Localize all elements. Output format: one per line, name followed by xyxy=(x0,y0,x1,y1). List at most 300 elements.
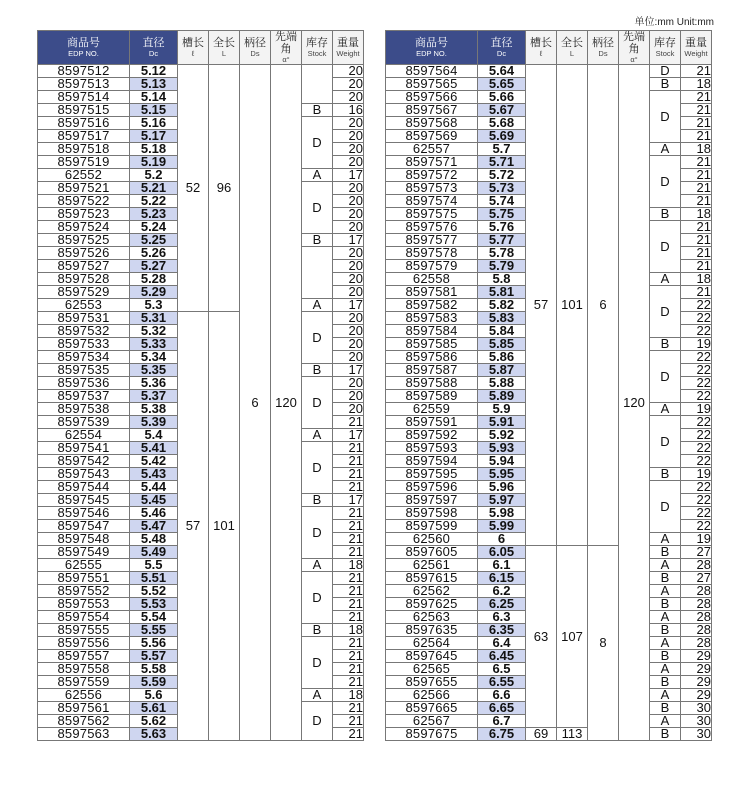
stock-code: A xyxy=(302,299,333,312)
diameter-value: 6 xyxy=(478,533,526,546)
column-header-zh: 柄径 xyxy=(244,37,266,49)
edp-number: 8597593 xyxy=(386,442,478,455)
edp-number: 8597518 xyxy=(38,143,130,156)
edp-number: 8597588 xyxy=(386,377,478,390)
weight-value: 18 xyxy=(333,689,364,702)
diameter-value: 5.15 xyxy=(130,104,178,117)
edp-number: 8597568 xyxy=(386,117,478,130)
diameter-value: 5.4 xyxy=(130,429,178,442)
diameter-value: 6.2 xyxy=(478,585,526,598)
edp-number: 8597574 xyxy=(386,195,478,208)
edp-number: 62563 xyxy=(386,611,478,624)
diameter-value: 5.33 xyxy=(130,338,178,351)
column-header xyxy=(588,31,619,65)
stock-code: D xyxy=(650,351,681,403)
diameter-value: 5.48 xyxy=(130,533,178,546)
weight-value: 22 xyxy=(681,299,712,312)
weight-value: 30 xyxy=(681,715,712,728)
diameter-value: 5.41 xyxy=(130,442,178,455)
weight-value: 21 xyxy=(333,702,364,715)
diameter-value: 5.58 xyxy=(130,663,178,676)
diameter-value: 5.95 xyxy=(478,468,526,481)
edp-number: 8597645 xyxy=(386,650,478,663)
edp-number: 62567 xyxy=(386,715,478,728)
edp-number: 62561 xyxy=(386,559,478,572)
stock-code: D xyxy=(302,182,333,234)
weight-value: 20 xyxy=(333,65,364,78)
weight-value: 21 xyxy=(333,650,364,663)
weight-value: 22 xyxy=(681,351,712,364)
edp-number: 8597575 xyxy=(386,208,478,221)
stock-code: A xyxy=(302,689,333,702)
edp-number: 8597583 xyxy=(386,312,478,325)
weight-value: 20 xyxy=(333,403,364,416)
column-header-en: EDP NO. xyxy=(68,49,99,58)
diameter-value: 5.17 xyxy=(130,130,178,143)
edp-number: 8597605 xyxy=(386,546,478,559)
stock-code: B xyxy=(302,624,333,637)
column-header-en: L xyxy=(569,49,575,58)
diameter-value: 5.73 xyxy=(478,182,526,195)
diameter-value: 5.92 xyxy=(478,429,526,442)
weight-value: 17 xyxy=(333,429,364,442)
weight-value: 19 xyxy=(681,468,712,481)
stock-code: B xyxy=(650,702,681,715)
edp-number: 8597515 xyxy=(38,104,130,117)
diameter-value: 5.94 xyxy=(478,455,526,468)
weight-value: 21 xyxy=(333,611,364,624)
stock-code: A xyxy=(650,715,681,728)
weight-value: 21 xyxy=(333,598,364,611)
edp-number: 8597513 xyxy=(38,78,130,91)
diameter-value: 5.91 xyxy=(478,416,526,429)
stock-code: D xyxy=(302,442,333,494)
weight-value: 22 xyxy=(681,390,712,403)
weight-value: 21 xyxy=(333,546,364,559)
edp-number: 62565 xyxy=(386,663,478,676)
weight-value: 20 xyxy=(333,273,364,286)
weight-value: 21 xyxy=(333,715,364,728)
diameter-value: 6.6 xyxy=(478,689,526,702)
weight-value: 20 xyxy=(333,286,364,299)
stock-code: B xyxy=(650,624,681,637)
weight-value: 22 xyxy=(681,416,712,429)
edp-number: 8597545 xyxy=(38,494,130,507)
diameter-value: 5.19 xyxy=(130,156,178,169)
stock-code: A xyxy=(650,585,681,598)
edp-number: 8597537 xyxy=(38,390,130,403)
edp-number: 8597598 xyxy=(386,507,478,520)
edp-number: 8597596 xyxy=(386,481,478,494)
column-header-zh: 库存 xyxy=(306,37,328,49)
diameter-value: 5.84 xyxy=(478,325,526,338)
diameter-value: 5.7 xyxy=(478,143,526,156)
weight-value: 21 xyxy=(681,117,712,130)
overall-length: 96 xyxy=(209,65,240,312)
diameter-value: 5.25 xyxy=(130,234,178,247)
edp-number: 8597655 xyxy=(386,676,478,689)
diameter-value: 5.3 xyxy=(130,299,178,312)
stock-code: A xyxy=(650,143,681,156)
diameter-value: 6.25 xyxy=(478,598,526,611)
column-header xyxy=(681,31,712,65)
overall-length: 101 xyxy=(209,312,240,741)
weight-value: 21 xyxy=(681,130,712,143)
diameter-value: 6.1 xyxy=(478,559,526,572)
diameter-value: 5.37 xyxy=(130,390,178,403)
shank-diameter: 6 xyxy=(588,65,619,546)
weight-value: 28 xyxy=(681,624,712,637)
edp-number: 8597538 xyxy=(38,403,130,416)
weight-value: 20 xyxy=(333,338,364,351)
weight-value: 21 xyxy=(333,637,364,650)
diameter-value: 5.39 xyxy=(130,416,178,429)
shank-diameter: 6 xyxy=(240,65,271,741)
weight-value: 21 xyxy=(681,182,712,195)
diameter-value: 5.79 xyxy=(478,260,526,273)
diameter-value: 6.65 xyxy=(478,702,526,715)
weight-value: 21 xyxy=(333,663,364,676)
table-row xyxy=(386,728,712,741)
edp-number: 8597543 xyxy=(38,468,130,481)
diameter-value: 5.98 xyxy=(478,507,526,520)
edp-number: 8597586 xyxy=(386,351,478,364)
weight-value: 22 xyxy=(681,325,712,338)
stock-code: D xyxy=(650,481,681,533)
diameter-value: 5.64 xyxy=(478,65,526,78)
weight-value: 21 xyxy=(333,520,364,533)
weight-value: 21 xyxy=(681,247,712,260)
edp-number: 8597635 xyxy=(386,624,478,637)
edp-number: 8597551 xyxy=(38,572,130,585)
column-header xyxy=(619,31,650,65)
stock-code: A xyxy=(650,273,681,286)
diameter-value: 5.55 xyxy=(130,624,178,637)
edp-number: 62555 xyxy=(38,559,130,572)
diameter-value: 5.66 xyxy=(478,91,526,104)
edp-number: 8597565 xyxy=(386,78,478,91)
edp-number: 62556 xyxy=(38,689,130,702)
column-header-zh: 直径 xyxy=(142,37,165,49)
weight-value: 22 xyxy=(681,312,712,325)
diameter-value: 5.35 xyxy=(130,364,178,377)
edp-number: 8597572 xyxy=(386,169,478,182)
edp-number: 8597535 xyxy=(38,364,130,377)
edp-number: 8597585 xyxy=(386,338,478,351)
diameter-value: 6.55 xyxy=(478,676,526,689)
diameter-value: 5.31 xyxy=(130,312,178,325)
weight-value: 29 xyxy=(681,676,712,689)
diameter-value: 5.62 xyxy=(130,715,178,728)
weight-value: 19 xyxy=(681,533,712,546)
diameter-value: 5.75 xyxy=(478,208,526,221)
edp-number: 8597566 xyxy=(386,91,478,104)
weight-value: 21 xyxy=(681,286,712,299)
column-header-en: L xyxy=(221,49,227,58)
weight-value: 20 xyxy=(333,260,364,273)
edp-number: 8597578 xyxy=(386,247,478,260)
flute-length: 69 xyxy=(526,728,557,741)
weight-value: 21 xyxy=(333,468,364,481)
edp-number: 8597555 xyxy=(38,624,130,637)
weight-value: 18 xyxy=(333,559,364,572)
edp-number: 8597553 xyxy=(38,598,130,611)
weight-value: 21 xyxy=(681,221,712,234)
edp-number: 8597561 xyxy=(38,702,130,715)
diameter-value: 5.97 xyxy=(478,494,526,507)
diameter-value: 5.44 xyxy=(130,481,178,494)
stock-code: D xyxy=(650,156,681,208)
edp-number: 62559 xyxy=(386,403,478,416)
edp-number: 8597556 xyxy=(38,637,130,650)
column-header-en: ℓ xyxy=(191,49,195,58)
stock-code: B xyxy=(302,234,333,247)
weight-value: 17 xyxy=(333,299,364,312)
weight-value: 21 xyxy=(333,416,364,429)
column-header xyxy=(130,31,178,65)
column-header xyxy=(650,31,681,65)
stock-code: B xyxy=(650,728,681,741)
diameter-value: 6.45 xyxy=(478,650,526,663)
column-header-zh: 先端角 xyxy=(275,31,297,55)
column-header-en: α° xyxy=(630,55,638,64)
diameter-value: 5.59 xyxy=(130,676,178,689)
weight-value: 28 xyxy=(681,559,712,572)
flute-length: 57 xyxy=(526,65,557,546)
diameter-value: 5.16 xyxy=(130,117,178,130)
diameter-value: 5.36 xyxy=(130,377,178,390)
stock-code: B xyxy=(650,78,681,91)
weight-value: 22 xyxy=(681,442,712,455)
diameter-value: 5.52 xyxy=(130,585,178,598)
weight-value: 17 xyxy=(333,364,364,377)
edp-number: 8597573 xyxy=(386,182,478,195)
diameter-value: 5.88 xyxy=(478,377,526,390)
weight-value: 22 xyxy=(681,507,712,520)
stock-code: A xyxy=(650,559,681,572)
column-header xyxy=(557,31,588,65)
table-row xyxy=(386,546,712,559)
stock-code: D xyxy=(650,416,681,468)
column-header-zh: 商品号 xyxy=(67,37,100,49)
column-header xyxy=(271,31,302,65)
stock-code: D xyxy=(302,117,333,169)
weight-value: 20 xyxy=(333,221,364,234)
weight-value: 21 xyxy=(681,65,712,78)
diameter-value: 5.14 xyxy=(130,91,178,104)
weight-value: 22 xyxy=(681,481,712,494)
diameter-value: 5.61 xyxy=(130,702,178,715)
edp-number: 8597541 xyxy=(38,442,130,455)
diameter-value: 5.89 xyxy=(478,390,526,403)
diameter-value: 5.81 xyxy=(478,286,526,299)
column-header xyxy=(178,31,209,65)
diameter-value: 5.8 xyxy=(478,273,526,286)
weight-value: 20 xyxy=(333,312,364,325)
column-header xyxy=(302,31,333,65)
weight-value: 28 xyxy=(681,598,712,611)
edp-number: 8597665 xyxy=(386,702,478,715)
column-header-en: Dc xyxy=(148,49,159,58)
stock-code: D xyxy=(302,312,333,364)
edp-number: 8597557 xyxy=(38,650,130,663)
edp-number: 62560 xyxy=(386,533,478,546)
spec-table-left xyxy=(37,30,364,741)
edp-number: 8597529 xyxy=(38,286,130,299)
diameter-value: 5.9 xyxy=(478,403,526,416)
stock-code xyxy=(302,247,333,299)
stock-code: A xyxy=(650,689,681,702)
weight-value: 21 xyxy=(333,728,364,741)
stock-code: B xyxy=(650,208,681,221)
weight-value: 20 xyxy=(333,130,364,143)
column-header xyxy=(333,31,364,65)
weight-value: 20 xyxy=(333,377,364,390)
column-header-en: Weight xyxy=(336,49,360,58)
edp-number: 8597531 xyxy=(38,312,130,325)
edp-number: 8597552 xyxy=(38,585,130,598)
stock-code: B xyxy=(650,338,681,351)
weight-value: 29 xyxy=(681,663,712,676)
weight-value: 21 xyxy=(681,156,712,169)
edp-number: 8597581 xyxy=(386,286,478,299)
edp-number: 8597589 xyxy=(386,390,478,403)
stock-code: A xyxy=(302,559,333,572)
weight-value: 20 xyxy=(333,117,364,130)
weight-value: 22 xyxy=(681,494,712,507)
diameter-value: 5.34 xyxy=(130,351,178,364)
stock-code: D xyxy=(302,377,333,429)
diameter-value: 6.4 xyxy=(478,637,526,650)
diameter-value: 5.77 xyxy=(478,234,526,247)
weight-value: 21 xyxy=(333,507,364,520)
diameter-value: 6.3 xyxy=(478,611,526,624)
column-header-en: α° xyxy=(282,55,290,64)
stock-code: B xyxy=(650,676,681,689)
edp-number: 8597579 xyxy=(386,260,478,273)
diameter-value: 6.05 xyxy=(478,546,526,559)
column-header-en: Stock xyxy=(655,49,675,58)
diameter-value: 5.63 xyxy=(130,728,178,741)
edp-number: 8597524 xyxy=(38,221,130,234)
column-header-zh: 商品号 xyxy=(415,37,448,49)
edp-number: 8597625 xyxy=(386,598,478,611)
diameter-value: 5.67 xyxy=(478,104,526,117)
table-row xyxy=(38,312,364,325)
diameter-value: 5.42 xyxy=(130,455,178,468)
edp-number: 8597542 xyxy=(38,455,130,468)
diameter-value: 5.68 xyxy=(478,117,526,130)
column-header-en: ℓ xyxy=(539,49,543,58)
stock-code: B xyxy=(650,546,681,559)
diameter-value: 5.71 xyxy=(478,156,526,169)
diameter-value: 5.38 xyxy=(130,403,178,416)
weight-value: 20 xyxy=(333,91,364,104)
edp-number: 8597595 xyxy=(386,468,478,481)
stock-code: A xyxy=(650,663,681,676)
weight-value: 16 xyxy=(333,104,364,117)
edp-number: 62564 xyxy=(386,637,478,650)
edp-number: 8597517 xyxy=(38,130,130,143)
column-header xyxy=(526,31,557,65)
stock-code: B xyxy=(302,494,333,507)
diameter-value: 5.69 xyxy=(478,130,526,143)
edp-number: 62553 xyxy=(38,299,130,312)
shank-diameter: 8 xyxy=(588,546,619,741)
diameter-value: 5.45 xyxy=(130,494,178,507)
stock-code: A xyxy=(302,429,333,442)
diameter-value: 5.43 xyxy=(130,468,178,481)
weight-value: 20 xyxy=(333,78,364,91)
column-header xyxy=(240,31,271,65)
column-header xyxy=(209,31,240,65)
weight-value: 28 xyxy=(681,611,712,624)
spec-table-right xyxy=(385,30,712,741)
stock-code: B xyxy=(650,598,681,611)
diameter-value: 5.18 xyxy=(130,143,178,156)
point-angle: 120 xyxy=(271,65,302,741)
edp-number: 8597532 xyxy=(38,325,130,338)
column-header-zh: 全长 xyxy=(213,37,235,49)
stock-code: B xyxy=(302,104,333,117)
column-header-en: Ds xyxy=(598,49,608,58)
weight-value: 30 xyxy=(681,728,712,741)
column-header xyxy=(478,31,526,65)
edp-number: 8597584 xyxy=(386,325,478,338)
edp-number: 8597582 xyxy=(386,299,478,312)
diameter-value: 5.86 xyxy=(478,351,526,364)
diameter-value: 5.6 xyxy=(130,689,178,702)
edp-number: 8597562 xyxy=(38,715,130,728)
weight-value: 18 xyxy=(681,273,712,286)
stock-code: B xyxy=(650,650,681,663)
diameter-value: 5.53 xyxy=(130,598,178,611)
weight-value: 22 xyxy=(681,429,712,442)
diameter-value: 6.5 xyxy=(478,663,526,676)
stock-code: A xyxy=(650,637,681,650)
column-header-en: Dc xyxy=(496,49,507,58)
diameter-value: 5.57 xyxy=(130,650,178,663)
edp-number: 8597594 xyxy=(386,455,478,468)
weight-value: 21 xyxy=(333,572,364,585)
edp-number: 8597597 xyxy=(386,494,478,507)
edp-number: 8597534 xyxy=(38,351,130,364)
weight-value: 21 xyxy=(333,676,364,689)
column-header-zh: 槽长 xyxy=(530,37,552,49)
edp-number: 8597523 xyxy=(38,208,130,221)
edp-number: 8597576 xyxy=(386,221,478,234)
diameter-value: 5.65 xyxy=(478,78,526,91)
diameter-value: 6.15 xyxy=(478,572,526,585)
stock-code: A xyxy=(302,169,333,182)
stock-code: D xyxy=(302,572,333,624)
edp-number: 62558 xyxy=(386,273,478,286)
edp-number: 8597526 xyxy=(38,247,130,260)
weight-value: 29 xyxy=(681,650,712,663)
diameter-value: 5.29 xyxy=(130,286,178,299)
diameter-value: 5.27 xyxy=(130,260,178,273)
overall-length: 101 xyxy=(557,65,588,546)
edp-number: 8597599 xyxy=(386,520,478,533)
stock-code: A xyxy=(650,611,681,624)
diameter-value: 5.93 xyxy=(478,442,526,455)
weight-value: 20 xyxy=(333,156,364,169)
stock-code: D xyxy=(302,507,333,559)
weight-value: 22 xyxy=(681,364,712,377)
diameter-value: 5.56 xyxy=(130,637,178,650)
edp-number: 8597564 xyxy=(386,65,478,78)
stock-code: D xyxy=(650,65,681,78)
